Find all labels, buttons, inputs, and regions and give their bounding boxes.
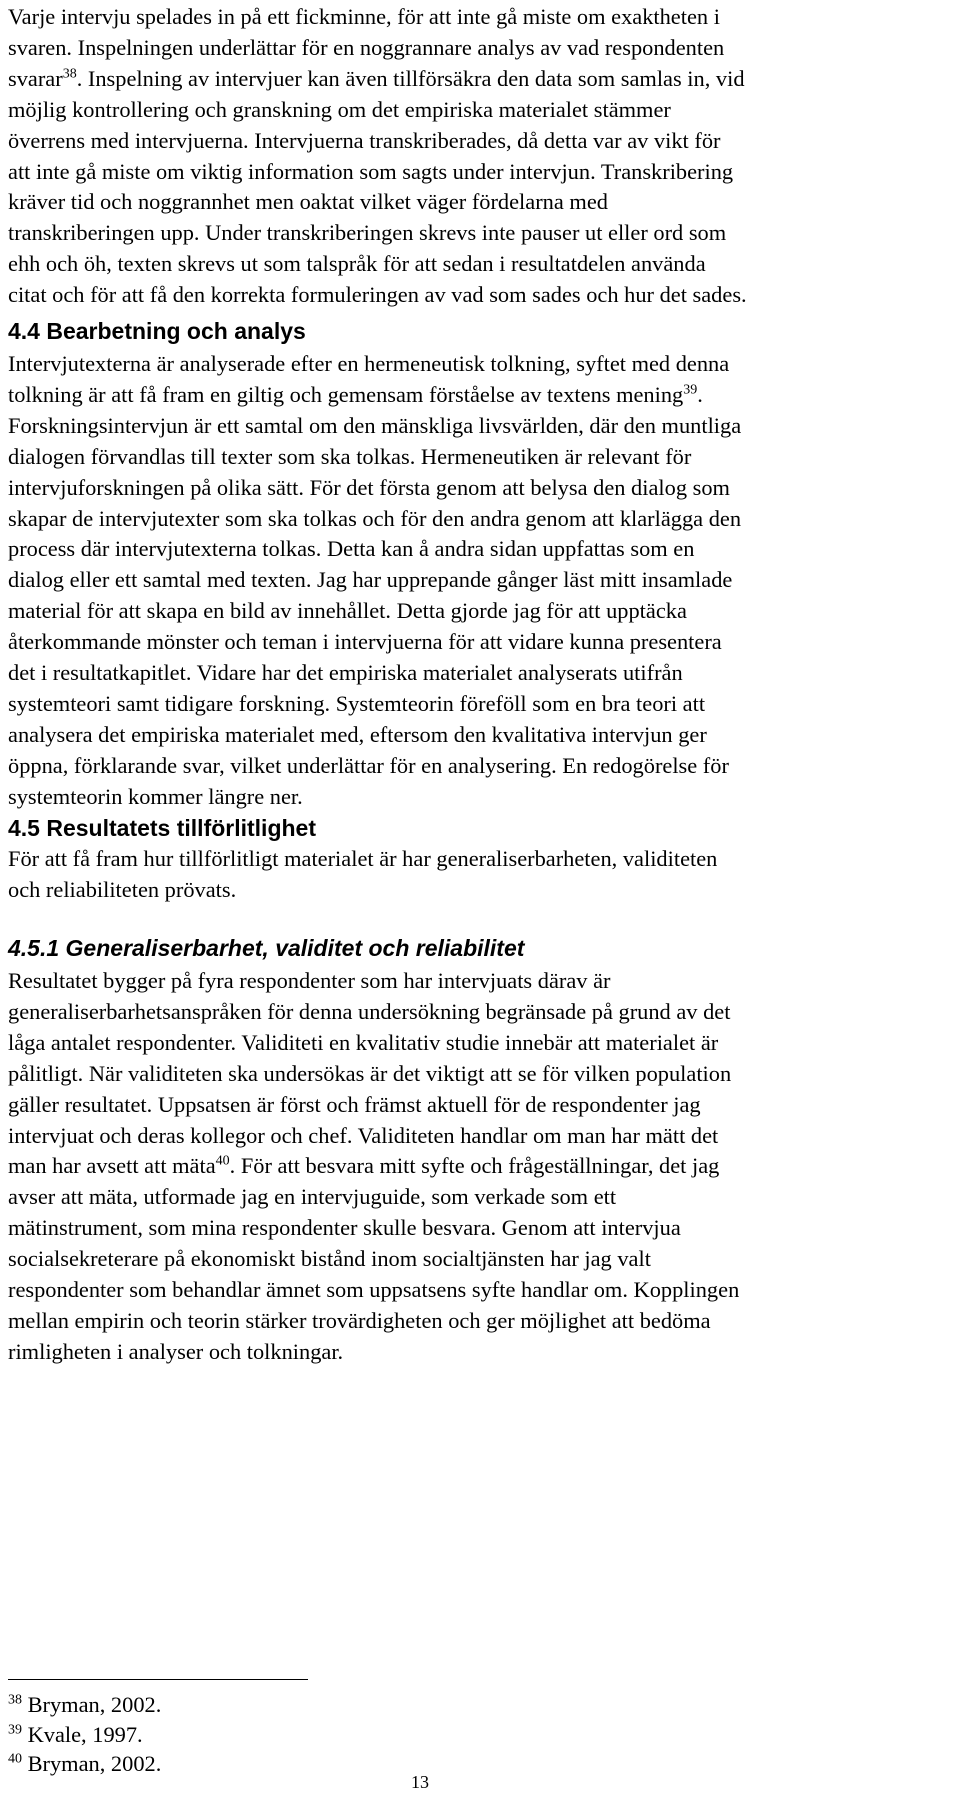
page-number: 13 xyxy=(411,1772,429,1792)
footnote-separator xyxy=(8,1679,308,1680)
paragraph-tillforlitlighet xyxy=(8,844,953,906)
footnote-ref-39[interactable]: 39 xyxy=(683,382,698,398)
paragraph-text: . Forskningsintervjun är ett samtal om den mänskliga livsvärlden, där den muntliga dialogen förvandlas till texter som ska tolkas. Hermeneutiken är relevant för intervjuforskningen på olika sätt. För det första genom att belysa den dialog som skapar de intervjutexter som ska tolkas och för den andra genom att klarlägga den process där intervjutexterna tolkas. Detta kan å andra sidan uppfattas som en dialog eller ett samtal med texten. Jag har upprepande gånger läst mitt insamlade material för att skapa en bild av innehållet. Detta gjorde jag för att upptäcka återkommande mönster och teman i intervjuerna för att vidare kunna presentera det i resultatkapitlet. Vidare har det empiriska materialet analyserats utifrån systemteori samt tidigare forskning. Systemteorin föreföll som en bra teori att analysera det empiriska materialet med, eftersom den kvalitativa intervjun ger öppna, förklarande svar, vilket underlättar för en analysering. En redogörelse för systemteorin kommer längre ner. xyxy=(8,381,742,809)
paragraph-text: För att få fram hur tillförlitligt materialet är har generaliserbarheten, validiteten och reliabiliteten prövats. xyxy=(8,846,718,902)
paragraph-text: Intervjutexterna är analyserade efter en hermeneutisk tolkning, syftet med denna tolkning är att få fram en giltig och gemensam förståelse av textens mening xyxy=(8,351,730,407)
paragraph-text: . Inspelning av intervjuer kan även tillförsäkra den data som samlas in, vid möjlig kontrollering och granskning om det empiriska materialet stämmer överrens med intervjuerna. Intervjuerna transkriberades, då detta var av vikt för att inte gå miste om viktig information som sagts under intervjun. Transkribering kräver tid och noggrannhet men oaktat vilket väger fördelarna med transkriberingen upp. Under transkriberingen skrevs inte pauser ut eller ord som ehh och öh, texten skrevs ut som talspråk för att sedan i resultatdelen använda citat och för att få den korrekta formuleringen av vad som sades och hur det sades. xyxy=(8,65,747,308)
footnote-ref-40[interactable]: 40 xyxy=(215,1153,230,1169)
paragraph-text: . För att besvara mitt syfte och frågeställningar, det jag avser att mäta, utformade jag en intervjuguide, som verkade som ett mätinstrument, som mina respondenter skulle besvara. Genom att intervjua socialsekreterare på ekonomiskt bistånd inom socialtjänsten har jag valt respondenter som behandlar ämnet som uppsatsens syfte handlar om. Kopplingen mellan empirin och teorin stärker trovärdigheten och ger möjlighet att bedöma rimligheten i analyser och tolkningar. xyxy=(8,1153,740,1364)
footnote-text: Bryman, 2002. xyxy=(22,1692,162,1717)
paragraph-text: Resultatet bygger på fyra respondenter som har intervjuats därav är generaliserbarhetsanspråken för denna undersökning begränsade på grund av det låga antalet respondenter. Validiteti en kvalitativ studie innebär att materialet är pålitligt. När validiteten ska undersökas är det viktigt att se för vilken population gäller resultatet. Uppsatsen är först och främst aktuell för de respondenter jag intervjuat och deras kollegor och chef. Validiteten handlar om man har mätt det man har avsett att mäta xyxy=(8,968,732,1179)
heading-4-5-1: 4.5.1 Generaliserbarhet, validitet och reliabilitet xyxy=(8,935,525,961)
paragraph-inspelning xyxy=(8,2,953,311)
footnote-ref-38[interactable]: 38 xyxy=(62,66,77,82)
footnote-number: 40 xyxy=(8,1751,22,1767)
footnote-text: Bryman, 2002. xyxy=(22,1751,162,1776)
paragraph-bearbetning xyxy=(8,349,953,813)
footnote-39 xyxy=(8,1720,143,1750)
paragraph-generaliserbarhet xyxy=(8,966,953,1368)
section-4-4 xyxy=(8,316,953,346)
footnote-text: Kvale, 1997. xyxy=(22,1722,143,1747)
heading-4-5: 4.5 Resultatets tillförlitlighet xyxy=(8,815,316,841)
footnote-38 xyxy=(8,1690,161,1720)
section-4-5-1 xyxy=(8,933,953,963)
heading-4-4: 4.4 Bearbetning och analys xyxy=(8,318,306,344)
section-4-5 xyxy=(8,813,953,843)
footnote-number: 39 xyxy=(8,1722,22,1738)
paragraph-text: Varje intervju spelades in på ett fickminne, för att inte gå miste om exaktheten i svaren. Inspelningen underlättar för en noggrannare analys av vad respondenten svarar xyxy=(8,4,725,91)
footnote-number: 38 xyxy=(8,1692,22,1708)
